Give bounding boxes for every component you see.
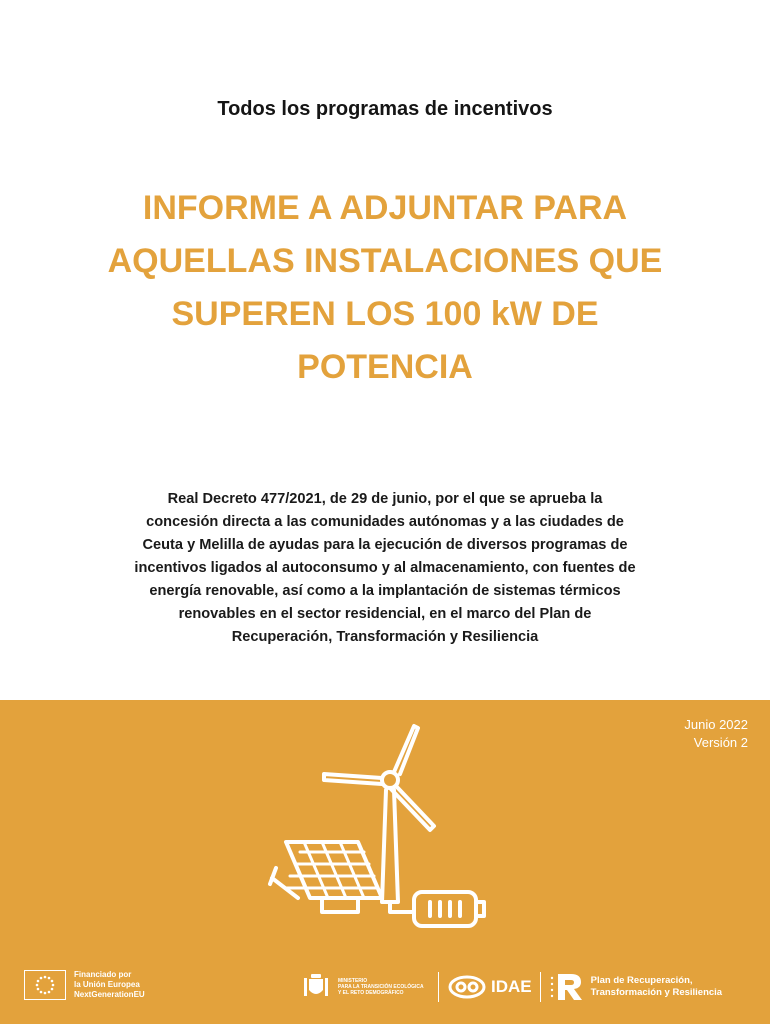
plan-line-1: Plan de Recuperación, [590,975,693,986]
idae-mark-icon [447,974,487,1000]
ministry-text [338,978,430,996]
eu-text [74,970,145,1000]
eu-line-3: NextGenerationEU [74,990,145,999]
solar-panel-icon [270,842,382,912]
decree-line-5: energía renovable, así como a la implantación de sistemas térmicos [149,583,621,599]
eu-line-2: la Unión Europea [74,980,140,989]
plan-line-2: Transformación y Resiliencia [590,987,723,998]
decree-line-7: Recuperación, Transformación y Resiliencia [231,629,539,645]
ministry-line-1: MINISTERIO [338,978,368,984]
date-label: Junio 2022 [684,717,748,732]
logo-divider [438,972,439,1002]
title-line-4: POTENCIA [297,348,473,386]
decree-description [100,488,670,649]
title-line-3: SUPEREN LOS 100 kW DE [171,295,599,333]
renewable-energy-icon [262,718,502,928]
footer-band [0,700,770,1024]
decree-line-3: Ceuta y Melilla de ayudas para la ejecución de diversos programas de [142,537,628,553]
document-title [60,182,710,394]
government-logos [302,972,722,1002]
plan-text [591,975,722,999]
version-info [684,716,748,752]
ministry-line-2: PARA LA TRANSICIÓN ECOLÓGICA [338,984,424,990]
battery-icon [414,892,484,926]
plan-recuperacion-logo [549,972,722,1002]
decree-line-1: Real Decreto 477/2021, de 29 de junio, por el que se aprueba la [167,491,603,507]
ministry-line-3: Y EL RETO DEMOGRÁFICO [338,990,404,996]
program-label: Todos los programas de incentivos [217,98,553,120]
plan-r-icon [549,972,583,1002]
decree-line-4: incentivos ligados al autoconsumo y al almacenamiento, con fuentes de [134,560,636,576]
eu-logo [24,970,145,1000]
coat-of-arms-icon [302,972,330,1002]
eu-line-1: Financiado por [74,970,132,979]
decree-line-6: renovables en el sector residencial, en el marco del Plan de [178,606,592,622]
eu-flag-icon [24,970,66,1000]
title-line-2: AQUELLAS INSTALACIONES QUE [107,242,663,280]
idae-label: IDAE [491,977,532,996]
idae-logo [447,974,532,1000]
version-label: Versión 2 [693,735,748,750]
logo-divider-2 [540,972,541,1002]
title-line-1: INFORME A ADJUNTAR PARA [142,189,628,227]
decree-line-2: concesión directa a las comunidades autónomas y a las ciudades de [146,514,624,530]
